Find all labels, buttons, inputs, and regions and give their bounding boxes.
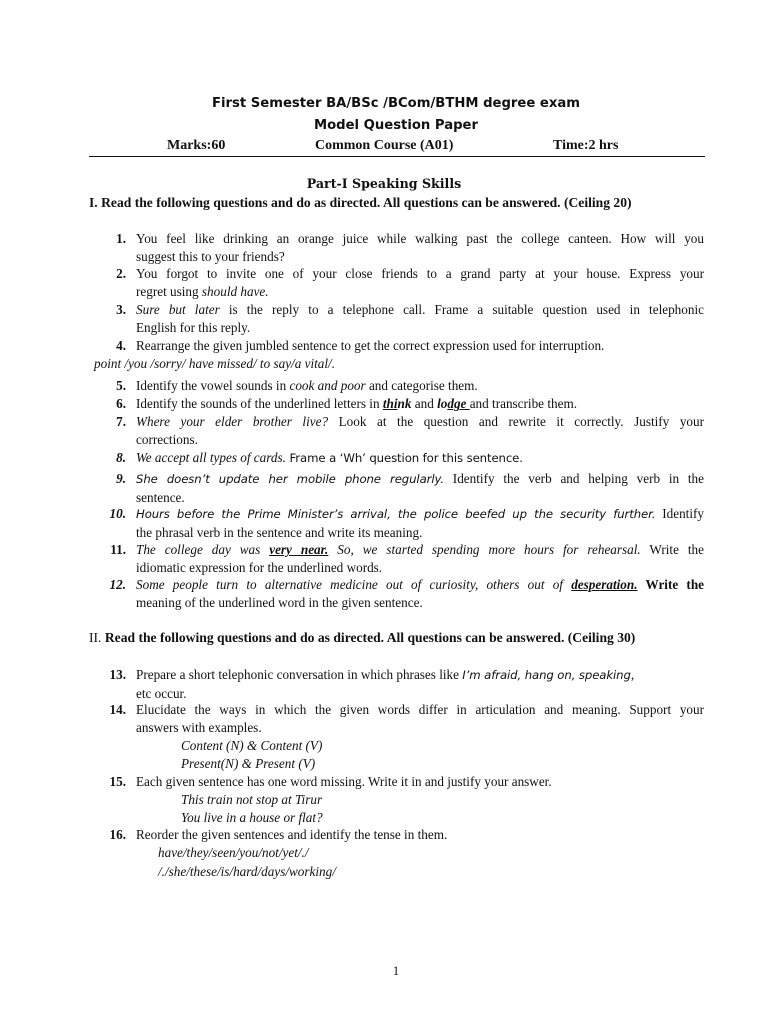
part1-title: Part-I Speaking Skills — [306, 176, 462, 191]
q15-example-1: This train not stop at Tirur — [181, 792, 323, 807]
q14-number: 14. — [109, 702, 126, 717]
q15-number: 15. — [109, 774, 126, 789]
q15-example-2: You live in a house or flat? — [181, 810, 323, 825]
q2-number: 2. — [116, 266, 126, 281]
part1-instruction: I. Read the following questions and do as directed. All questions can be answered. (Ceiling 20) — [89, 195, 632, 210]
q16-example-1: have/they/seen/you/not/yet/./ — [158, 845, 309, 860]
q4-jumble: point /you /sorry/ have missed/ to say/a vital/. — [94, 356, 336, 371]
q14-example-2: Present(N) & Present (V) — [181, 756, 316, 771]
q14-example-1: Content (N) & Content (V) — [181, 738, 323, 753]
q13-number: 13. — [109, 667, 126, 682]
q3-text: Sure but later is the reply to a telephone call. Frame a suitable question used in telephonic English for this reply. — [136, 302, 704, 335]
q3-number: 3. — [116, 302, 126, 317]
q12-number: 12. — [109, 577, 126, 592]
q5-number: 5. — [116, 378, 126, 393]
q12-text: Some people turn to alternative medicine out of curiosity, others out of desperation. Write the meaning of the underlined word in the given sentence. — [136, 577, 705, 610]
page-number: 1 — [392, 963, 400, 978]
q10-number: 10. — [109, 506, 126, 521]
paper-title: Model Question Paper — [313, 118, 479, 133]
header-divider — [89, 156, 705, 157]
part2-instruction: II. Read the following questions and do as directed. All questions can be answered. (Ceiling 30) — [89, 630, 636, 645]
q8-text: We accept all types of cards. Frame a ‘Wh’ question for this sentence. — [136, 450, 523, 465]
q5-text: Identify the vowel sounds in cook and poor and categorise them. — [136, 378, 478, 393]
marks-label: Marks:60 — [167, 138, 226, 153]
exam-title: First Semester BA/BSc /BCom/BTHM degree exam — [212, 96, 580, 111]
q4-text: Rearrange the given jumbled sentence to get the correct expression used for interruption. — [136, 338, 605, 353]
q1-text: You feel like drinking an orange juice while walking past the college canteen. How will you suggest this to your friends? — [136, 231, 704, 264]
q11-number: 11. — [110, 542, 126, 557]
q10-text: Hours before the Prime Minister’s arrival, the police beefed up the security further. Identify the phrasal verb in the sentence and write its meaning. — [136, 506, 705, 540]
q8-number: 8. — [116, 450, 126, 465]
q7-text: Where your elder brother live? Look at the question and rewrite it correctly. Justify your corrections. — [136, 414, 704, 447]
q11-text: The college day was very near. So, we started spending more hours for rehearsal. Write the idiomatic expression for the underlined words. — [136, 542, 704, 575]
time-label: Time:2 hrs — [553, 138, 619, 153]
q4-number: 4. — [116, 338, 126, 353]
q7-number: 7. — [116, 414, 126, 429]
q9-text: She doesn’t update her mobile phone regularly. Identify the verb and helping verb in the sentence. — [136, 471, 704, 505]
q1-number: 1. — [116, 231, 126, 246]
q15-text: Each given sentence has one word missing. Write it in and justify your answer. — [136, 774, 552, 789]
q6-number: 6. — [116, 396, 126, 411]
q2-text: You forgot to invite one of your close friends to a grand party at your house. Express your regret using should have. — [136, 266, 704, 299]
q9-number: 9. — [116, 471, 126, 486]
q14-text: Elucidate the ways in which the given words differ in articulation and meaning. Support your answers with examples. — [136, 702, 704, 735]
course-label: Common Course (A01) — [315, 138, 454, 153]
q16-number: 16. — [109, 827, 126, 842]
q13-text: Prepare a short telephonic conversation in which phrases like I’m afraid, hang on, speaking, etc occur. — [136, 667, 635, 701]
q6-text: Identify the sounds of the underlined letters in think and lodge and transcribe them. — [136, 396, 577, 411]
q16-text: Reorder the given sentences and identify the tense in them. — [136, 827, 448, 842]
q16-example-2: /./she/these/is/hard/days/working/ — [158, 864, 336, 879]
